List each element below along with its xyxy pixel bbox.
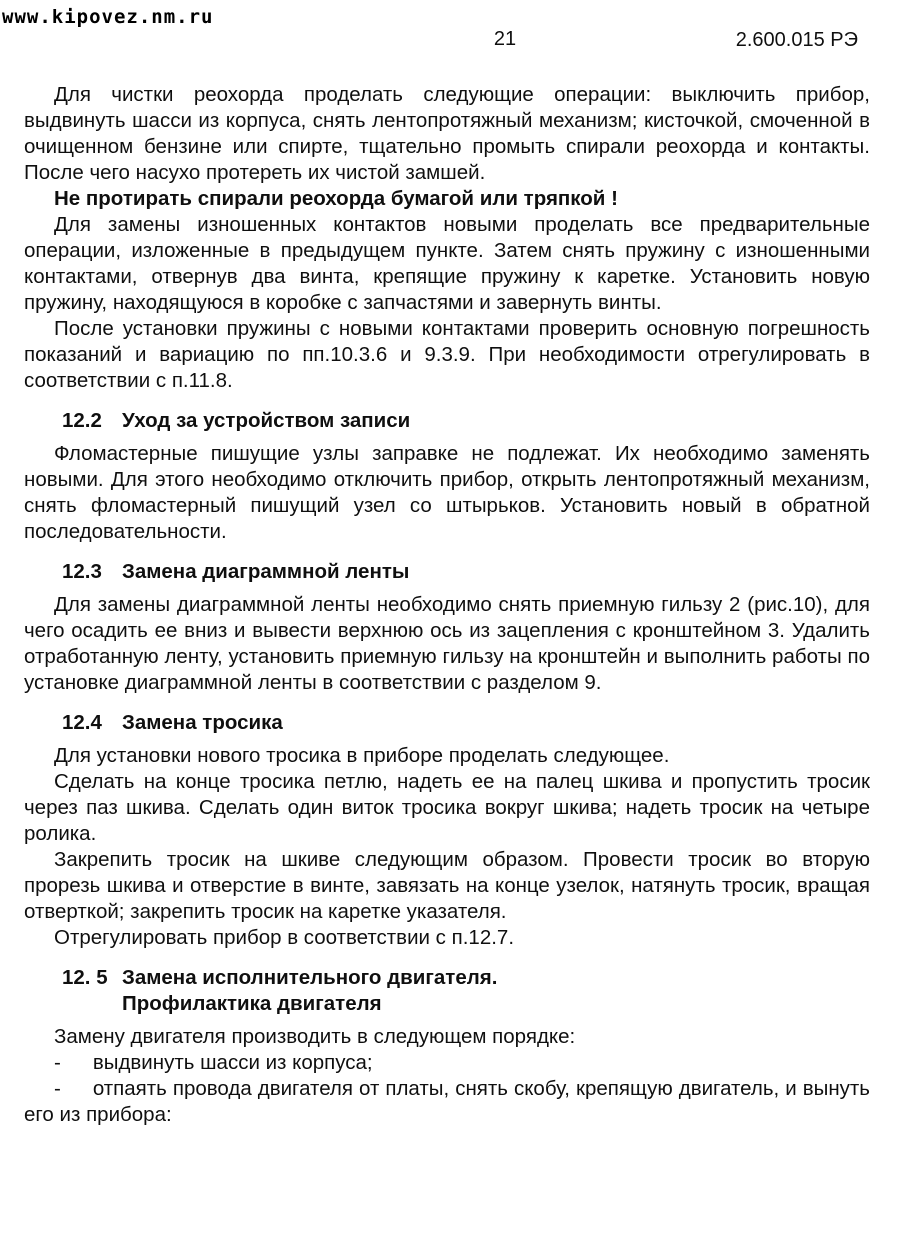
warning-line: Не протирать спирали реохорда бумагой или тряпкой !: [54, 187, 618, 210]
watermark-url: www.kipovez.nm.ru: [2, 6, 214, 28]
paragraph-chart-tape-replacement: Для замены диаграммной ленты необходимо снять приемную гильзу 2 (рис.10), для чего осадить ее вниз и вывести верхнюю ось из зацепления с кронштейном 3. Удалить отработанную ленту, установить приемную гильзу на кронштейн и выполнить работы по установке диаграммной ленты в соответствии с разделом 9.: [24, 593, 870, 694]
section-title: Замена диаграммной ленты: [122, 560, 410, 583]
section-number: 12.4: [62, 711, 102, 734]
section-title: Замена тросика: [122, 711, 283, 734]
paragraph-cable-fastening: Закрепить тросик на шкиве следующим образом. Провести тросик во вторую прорезь шкива и отверстие в винте, завязать на конце узелок, натянуть тросик, вращая отверткой; закрепить тросик на каретке указателя.: [24, 848, 870, 923]
paragraph-cable-install-intro: Для установки нового тросика в приборе проделать следующее.: [54, 744, 670, 767]
section-heading-12-3: [24, 559, 870, 585]
section-number: 12.3: [62, 560, 102, 583]
section-title: Уход за устройством записи: [122, 409, 411, 432]
paragraph-motor-replacement-intro: Замену двигателя производить в следующем порядке:: [54, 1025, 576, 1048]
paragraph-accuracy-check: После установки пружины с новыми контактами проверить основную погрешность показаний и вариацию по пп.10.3.6 и 9.3.9. При необходимости отрегулировать в соответствии с п.11.8.: [24, 317, 870, 392]
list-item-text: отпаять провода двигателя от платы, снять скобу, крепящую двигатель, и вынуть его из прибора:: [24, 1077, 870, 1126]
paragraph-contact-replacement: Для замены изношенных контактов новыми проделать все предварительные операции, изложенные в предыдущем пункте. Затем снять пружину с изношенными контактами, отвернув два винта, крепящие пружину к каретке. Установить новую пружину, находящуюся в коробке с запчастями и завернуть винты.: [24, 213, 870, 314]
list-item-text: выдвинуть шасси из корпуса;: [92, 1051, 373, 1074]
paragraph-recorder-care: Фломастерные пишущие узлы заправке не подлежат. Их необходимо заменять новыми. Для этого необходимо отключить прибор, открыть лентопротяжный механизм, снять фломастерный пишущий узел со штырьков. Установить новый в обратной последовательности.: [24, 442, 870, 543]
section-title-line-1: Замена исполнительного двигателя.: [122, 966, 498, 989]
list-item-pull-chassis: [24, 1050, 870, 1076]
document-code: 2.600.015 РЭ: [735, 29, 858, 51]
paragraph-cable-loop: Сделать на конце тросика петлю, надеть ее на палец шкива и пропустить тросик через паз шкива. Сделать один виток тросика вокруг шкива; надеть тросик на четыре ролика.: [24, 770, 870, 845]
section-heading-12-2: [24, 408, 870, 434]
paragraph-rheochord-cleaning: Для чистки реохорда проделать следующие операции: выключить прибор, выдвинуть шасси из корпуса, снять лентопротяжный механизм; кисточкой, смоченной в очищенном бензине или спирте, тщательно промыть спирали реохорда и контакты. После чего насухо протереть их чистой замшей.: [24, 83, 870, 184]
list-marker: -: [54, 1051, 61, 1074]
section-heading-12-4: [24, 710, 870, 736]
section-title-line-2: Профилактика двигателя: [122, 992, 382, 1015]
paragraph-adjust-device: Отрегулировать прибор в соответствии с п.12.7.: [54, 926, 515, 949]
section-heading-12-5: [24, 965, 870, 1017]
section-number: 12.2: [62, 409, 102, 432]
page-number: 21: [493, 28, 517, 50]
section-title: [122, 965, 497, 1017]
section-number: 12. 5: [62, 966, 108, 989]
document-body: [24, 82, 870, 1128]
list-item-unsolder-wires: [24, 1076, 870, 1128]
list-marker: -: [54, 1077, 61, 1100]
